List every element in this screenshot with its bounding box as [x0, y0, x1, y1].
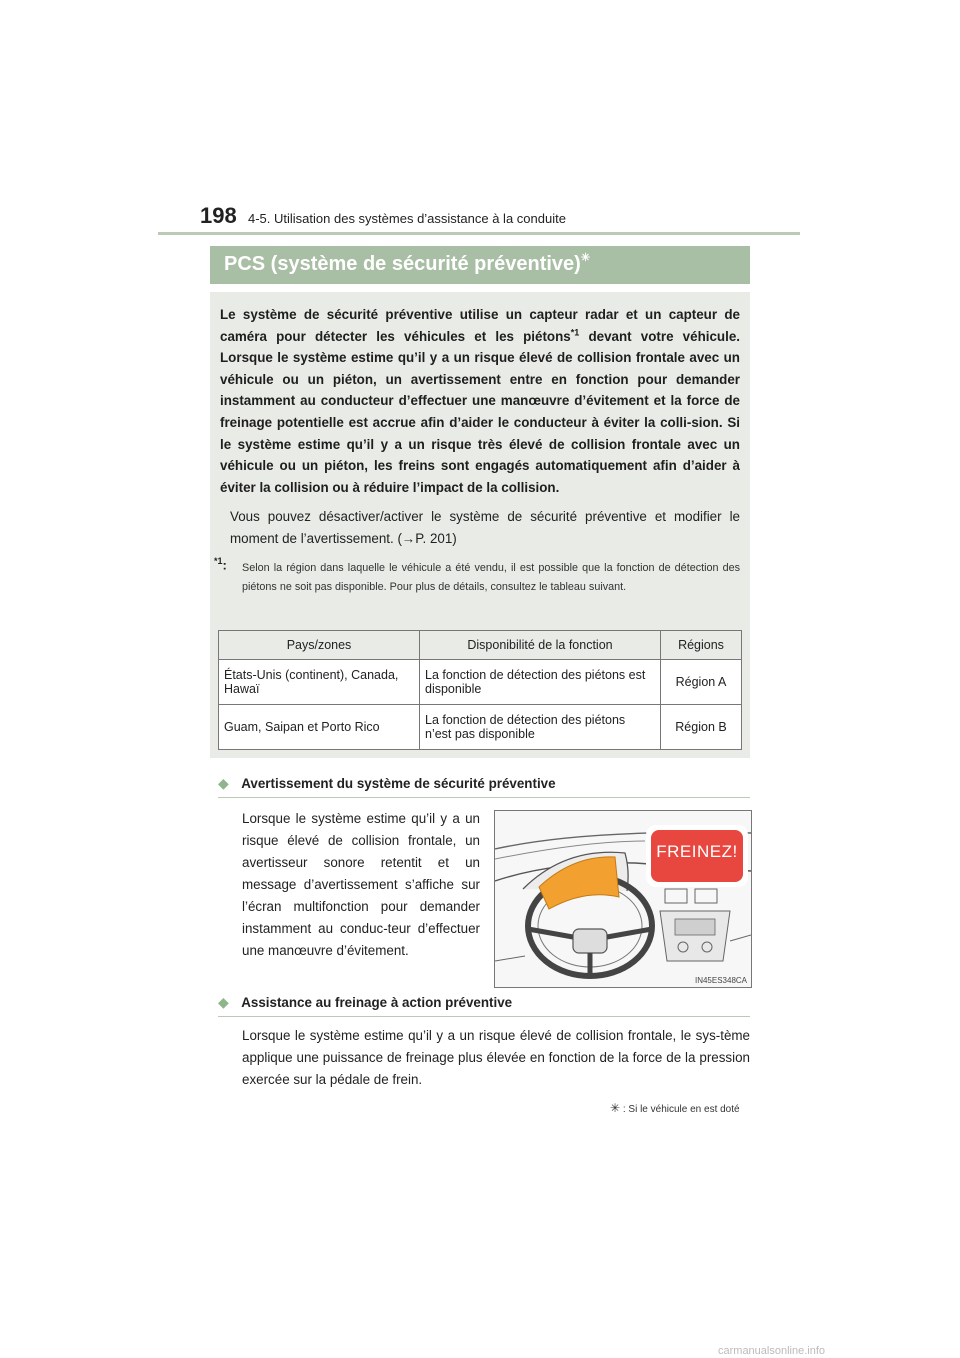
- table-cell: États-Unis (continent), Canada, Hawaï: [219, 660, 420, 705]
- table-cell: Région A: [661, 660, 742, 705]
- table-header-row: [219, 631, 742, 660]
- footnote-text: Selon la région dans laquelle le véhicule a été vendu, il est possible que la fonction de détection des piétons ne soit pas disponible. Pour plus de détails, consultez le tableau suivant.: [242, 562, 740, 593]
- brake-warning-label: FREINEZ!: [656, 842, 738, 861]
- table-row: [219, 660, 742, 705]
- section2-title: Assistance au freinage à action préventive: [241, 995, 513, 1010]
- optional-equipment-icon: ✳: [610, 1101, 621, 1115]
- footnote-ref: *1: [570, 327, 580, 338]
- section1-text: Lorsque le système estime qu’il y a un risque élevé de collision frontale, un avertisseur sonore retentit et un message d’avertissement s’affiche sur l’écran multifonction pour demander instamment au conduc-teur d’effectuer une manœuvre d’évitement.: [242, 811, 480, 958]
- page-number: 198: [200, 203, 237, 228]
- optional-equipment-mark: ✳: [580, 252, 591, 264]
- title-bar: [210, 246, 750, 284]
- table-header: Pays/zones: [219, 631, 420, 660]
- section1-title: Avertissement du système de sécurité préventive: [241, 776, 556, 791]
- title-text: PCS (système de sécurité préventive): [224, 253, 581, 275]
- intro-paragraph: [220, 304, 740, 498]
- diamond-icon: ◆: [218, 775, 229, 791]
- footer-note-text: : Si le véhicule en est doté: [622, 1104, 740, 1115]
- table-cell: Guam, Saipan et Porto Rico: [219, 705, 420, 750]
- table-header: Régions: [661, 631, 742, 660]
- multi-info-display: [539, 857, 619, 909]
- section2-heading: [218, 994, 512, 1012]
- table-cell: Région B: [661, 705, 742, 750]
- watermark: carmanualsonline.info: [718, 1345, 826, 1357]
- regions-table: [218, 630, 742, 750]
- footnote-mark: [214, 556, 227, 572]
- illustration-code: IN45ES348CA: [694, 976, 747, 985]
- section2-rule: [218, 1016, 750, 1017]
- footnote-mark-sup: *1: [214, 556, 223, 566]
- footnote-colon: :: [222, 557, 227, 573]
- page-title: [224, 253, 590, 276]
- table-header: Disponibilité de la fonction: [420, 631, 661, 660]
- section1-rule: [218, 797, 750, 798]
- table-cell: La fonction de détection des piétons est disponible: [420, 660, 661, 705]
- footer-note: [610, 1101, 740, 1115]
- intro-box: [210, 292, 750, 758]
- table-row: [219, 705, 742, 750]
- header-rule: [158, 232, 800, 235]
- dashboard-illustration: [494, 810, 752, 988]
- section-header: 4-5. Utilisation des systèmes d’assistance à la conduite: [248, 211, 566, 226]
- intro-note: Vous pouvez désactiver/activer le système de sécurité préventive et modifier le moment de l’avertissement. (→P. 201): [230, 509, 740, 546]
- intro-text-b: devant votre véhicule. Lorsque le système estime qu’il y a un risque élevé de collision frontale avec un véhicule ou un piéton, un avertissement entre en fonction pour demander instamment au conducteur d’effectuer une manœuvre d’évitement et la force de freinage potentielle est accrue afin d’aider le conducteur à éviter la colli-sion. Si le système estime qu’il y a un risque très élevé de collision frontale avec un véhicule ou un piéton, les freins sont engagés automatiquement afin d’aider à éviter la collision ou à réduire l’impact de la collision.: [220, 328, 740, 495]
- intro-text-a: Le système de sécurité préventive utilise un capteur radar et un capteur de caméra pour détecter les véhicules et les piétons: [220, 307, 740, 344]
- section1-heading: [218, 775, 556, 793]
- table-cell: La fonction de détection des piétons n’est pas disponible: [420, 705, 661, 750]
- dashboard-drawing: [495, 811, 751, 987]
- diamond-icon: ◆: [218, 994, 229, 1010]
- section2-text: Lorsque le système estime qu’il y a un risque élevé de collision frontale, le sys-tème applique une puissance de freinage plus élevée en fonction de la force de la pression exercée sur la pédale de frein.: [242, 1028, 750, 1087]
